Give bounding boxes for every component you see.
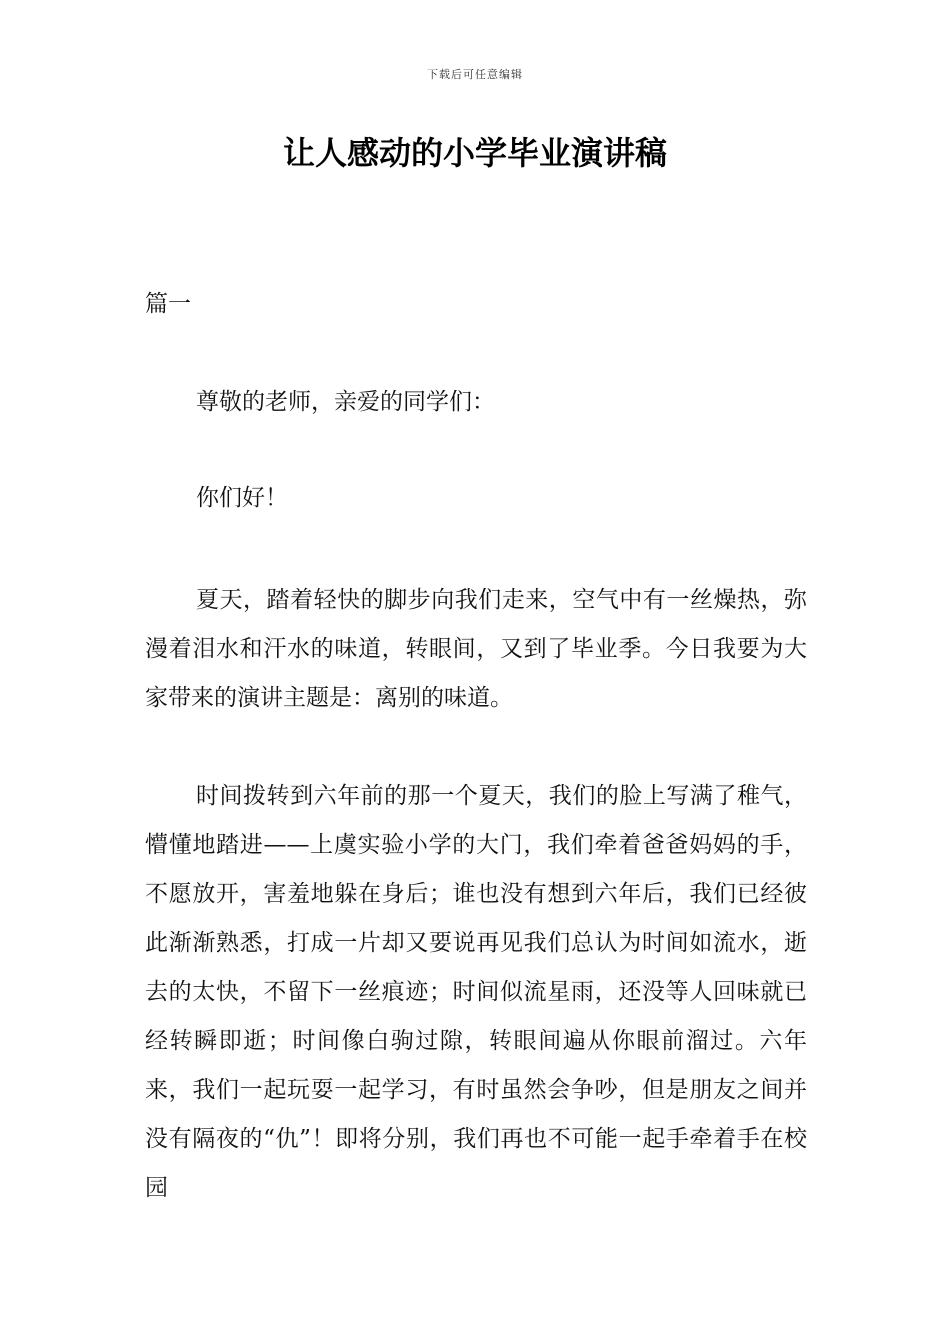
paragraph-summer: 夏天，踏着轻快的脚步向我们走来，空气中有一丝燥热，弥漫着泪水和汗水的味道，转眼间，又到了毕业季。今日我要为大家带来的演讲主题是：离别的味道。 <box>145 587 807 711</box>
paragraph-hello: 你们好！ <box>196 485 288 511</box>
header-note: 下载后可任意编辑 <box>427 68 523 81</box>
paragraph-greeting: 尊敬的老师，亲爱的同学们： <box>196 389 495 415</box>
document-title: 让人感动的小学毕业演讲稿 <box>282 134 667 172</box>
section-label: 篇一 <box>145 291 191 317</box>
paragraph-time: 时间拨转到六年前的那一个夏天，我们的脸上写满了稚气，懵懂地踏进——上虞实验小学的大门，我们牵着爸爸妈妈的手，不愿放开，害羞地躲在身后；谁也没有想到六年后，我们已经彼此渐渐熟悉，打成一片却又要说再见我们总认为时间如流水，逝去的太快，不留下一丝痕迹；时间似流星雨，还没等人回味就已经转瞬即逝；时间像白驹过隙，转眼间遍从你眼前溜过。六年来，我们一起玩耍一起学习，有时虽然会争吵，但是朋友之间并没有隔夜的“仇”！即将分别，我们再也不可能一起手牵着手在校园 <box>145 783 807 1201</box>
